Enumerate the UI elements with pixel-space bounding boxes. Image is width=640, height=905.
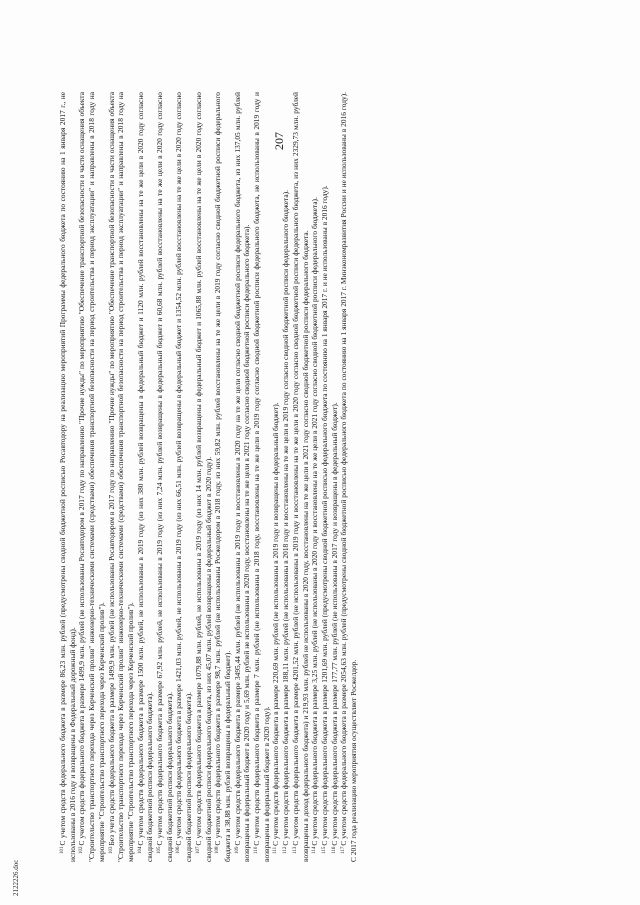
footnote-text: С учетом средств федерального бюджета в размере 98,7 млн. рублей (не использованы Росжелдором в 2018 году, из них 59,82 млн. рублей восстановлены на те же цели в 2019 году согласно сводной бюджетной росписи федерального бюджета и 38,88 млн. рублей возвращены в федеральный бюджет). xyxy=(213,92,232,862)
footnote-115 xyxy=(320,92,330,862)
footnote-marker: 109 xyxy=(234,846,240,854)
footnotes-block xyxy=(58,92,606,862)
footnote-108 xyxy=(213,92,232,862)
footnote-text: С учетом средств федерального бюджета в размере 1421,03 млн. рублей, не использованы в 2019 году (из них 66,51 млн. рублей возвращены в федеральный бюджет и 1354,52 млн. рублей восстановлены на те же цели в 2020 году согласно сводной бюджетной росписи федерального бюджета). xyxy=(174,92,194,862)
footnote-114 xyxy=(310,92,320,862)
footnote-marker: 114 xyxy=(312,846,318,854)
footnote-text: С учетом средств федерального бюджета в размере 177,77 млн. рублей (не использованы в 2017 году и возвращены в федеральный бюджет). xyxy=(329,402,339,846)
footnote-116 xyxy=(330,92,340,862)
footnote-marker: 105 xyxy=(157,846,163,854)
footnote-106 xyxy=(174,92,193,862)
footnote-101 xyxy=(58,92,77,862)
footnote-marker: 102 xyxy=(79,846,85,854)
footnote-text: С учетом средств федерального бюджета в размере 3495,44 млн. рублей (не использованы в 2019 году и восстановлены в 2020 году на те же цели согласно сводной бюджетной росписи федерального бюджета, из них 137,05 млн. рублей возвращены в федеральный бюджет в 2020 году и 5,69 млн. рублей не использованы в 2020 году, восстановлены на те же цели в 2021 году согласно сводной бюджетной росписи федерального бюджета). xyxy=(232,92,252,862)
footnote-text: С учетом средств федерального бюджета в размере 4201,52 млн. рублей (не использованы в 2019 году и восстановлены на те же цели в 2020 году согласно сводной бюджетной росписи федерального бюджета, из них 2329,73 млн. рублей возвращены в доход федерального бюджета) и 219,93 млн. рублей не использованы в 2020 году, восстановлены на те же цели в 2021 году согласно сводной бюджетной росписи федерального бюджета. xyxy=(290,92,310,862)
footnote-marker: 101 xyxy=(60,846,65,854)
footnote-text: С учетом средств федерального бюджета в размере 1201,69 млн. рублей (предусмотрены сводной бюджетной росписью федерального бюджета по состоянию на 1 января 2017 г. и не использованы в 2016 году). xyxy=(319,185,329,846)
footnote-111 xyxy=(271,92,281,862)
footnote-104 xyxy=(136,92,155,862)
footnote-110 xyxy=(252,92,271,862)
footnote-marker: 103 xyxy=(108,846,114,854)
footnote-113 xyxy=(291,92,310,862)
footnote-107 xyxy=(194,92,213,862)
footnote-text: С учетом средств федерального бюджета в размере 2054,63 млн. рублей (предусмотрены сводной бюджетной росписью федерального бюджета по состоянию на 1 января 2017 г. Минэкономразвития России и не использованы в 2016 году). С 2017 года реализацию мероприятия осуществляет Росжелдор. xyxy=(339,92,359,862)
footnote-text: С учетом средств федерального бюджета в размере 86,23 млн. рублей (предусмотрены сводной бюджетной росписью Росавтодору на реализацию мероприятий Программы федерального бюджета по состоянию на 1 января 2017 г., не использованы в 2016 году и возвращены в Федеральный дорожный фонд). xyxy=(58,92,77,862)
page-number: 207 xyxy=(272,132,286,150)
footnote-text: С учетом средств федерального бюджета в размере 188,11 млн. рублей (не использованы в 2018 году и восстановлены на те же цели в 2019 году согласно сводной бюджетной росписи федерального бюджета). xyxy=(281,190,291,846)
footnote-text: С учетом средств федерального бюджета в размере 67,92 млн. рублей, не использованы в 2019 году (из них 7,24 млн. рублей возвращены в федеральный бюджет и 60,68 млн. рублей восстановлены на те же цели в 2020 году согласно сводной бюджетной росписи федерального бюджета). xyxy=(155,92,174,862)
footnote-109 xyxy=(233,92,252,862)
footnote-117 xyxy=(339,92,358,862)
footnote-marker: 112 xyxy=(283,846,289,854)
footnote-text: С учетом средств федерального бюджета в размере 1499,9 млн. рублей (не использованы Росавтодором в 2017 году по направлению "Прочие нужды" по мероприятию "Обеспечение транспортной безопасности в части оснащения объекта "Строительство транспортного перехода через Керченский пролив" инженерно-техническими системами (средствами) обеспечения транспортной безопасности на период строительства и период эксплуатации" и направлены в 2018 году на мероприятие "Строительство транспортного перехода через Керченский пролив"). xyxy=(77,92,106,862)
footnote-102 xyxy=(77,92,106,862)
footnote-marker: 115 xyxy=(321,846,327,854)
footnote-marker: 104 xyxy=(137,846,143,854)
footnote-marker: 117 xyxy=(341,846,347,854)
footnote-marker: 106 xyxy=(176,846,182,854)
footnote-103 xyxy=(107,92,136,862)
footnote-marker: 110 xyxy=(254,846,260,854)
footnote-112 xyxy=(281,92,291,862)
document-id: 2122226.doc xyxy=(12,859,20,896)
footnote-text: С учетом средств федерального бюджета в размере 3,25 млн. рублей (не использованы в 2020 году и восстановлены на те же цели в 2021 году согласно сводной бюджетной росписи федерального бюджета). xyxy=(310,197,320,846)
footnote-text: С учетом средств федерального бюджета в размере 7 млн. рублей (не использованы в 2018 году, восстановлены на те же цели в 2019 году согласно сводной бюджетной росписи федерального бюджета, не использованы в 2019 году и возвращены в федеральный бюджет в 2020 году). xyxy=(252,92,271,862)
footnote-105 xyxy=(155,92,174,862)
footnote-marker: 116 xyxy=(331,846,337,854)
footnote-text: С учетом средств федерального бюджета в размере 220,69 млн. рублей (не использованы в 2019 году и возвращены в федеральный бюджет). xyxy=(271,402,281,846)
footnote-marker: 108 xyxy=(215,846,221,854)
footnote-text: С учетом средств федерального бюджета в размере 1079,88 млн. рублей, не использованы в 2019 году (из них 14 млн. рублей возвращены в федеральный бюджет и 1065,88 млн. рублей восстановлены на те же цели в 2020 году согласно сводной бюджетной росписи федерального бюджета, из них 45,07 млн. рублей возвращены в федеральный бюджет в 2020 году). xyxy=(193,92,213,862)
footnote-marker: 113 xyxy=(292,846,298,854)
footnote-text: Без учета средств федерального бюджета в размере 1499,9 млн. рублей (не использованы Росавтодором в 2017 году по направлению "Прочие нужды" по мероприятию "Обеспечение транспортной безопасности в части оснащения объекта "Строительство транспортного перехода через Керченский пролив" инженерно-техническими системами (средствами) обеспечения транспортной безопасности на период строительства и период эксплуатации" и направлены в 2018 году на мероприятие "Строительство транспортного перехода через Керченский пролив"). xyxy=(106,92,135,862)
footnote-marker: 107 xyxy=(195,846,201,854)
footnote-marker: 111 xyxy=(273,846,279,854)
footnote-text: С учетом средств федерального бюджета в размере 1500 млн. рублей, не использованы в 2019 году (из них 380 млн. рублей возвращены в федеральный бюджет и 1120 млн. рублей восстановлены на те же цели в 2020 году согласно сводной бюджетной росписи федерального бюджета). xyxy=(135,92,155,862)
